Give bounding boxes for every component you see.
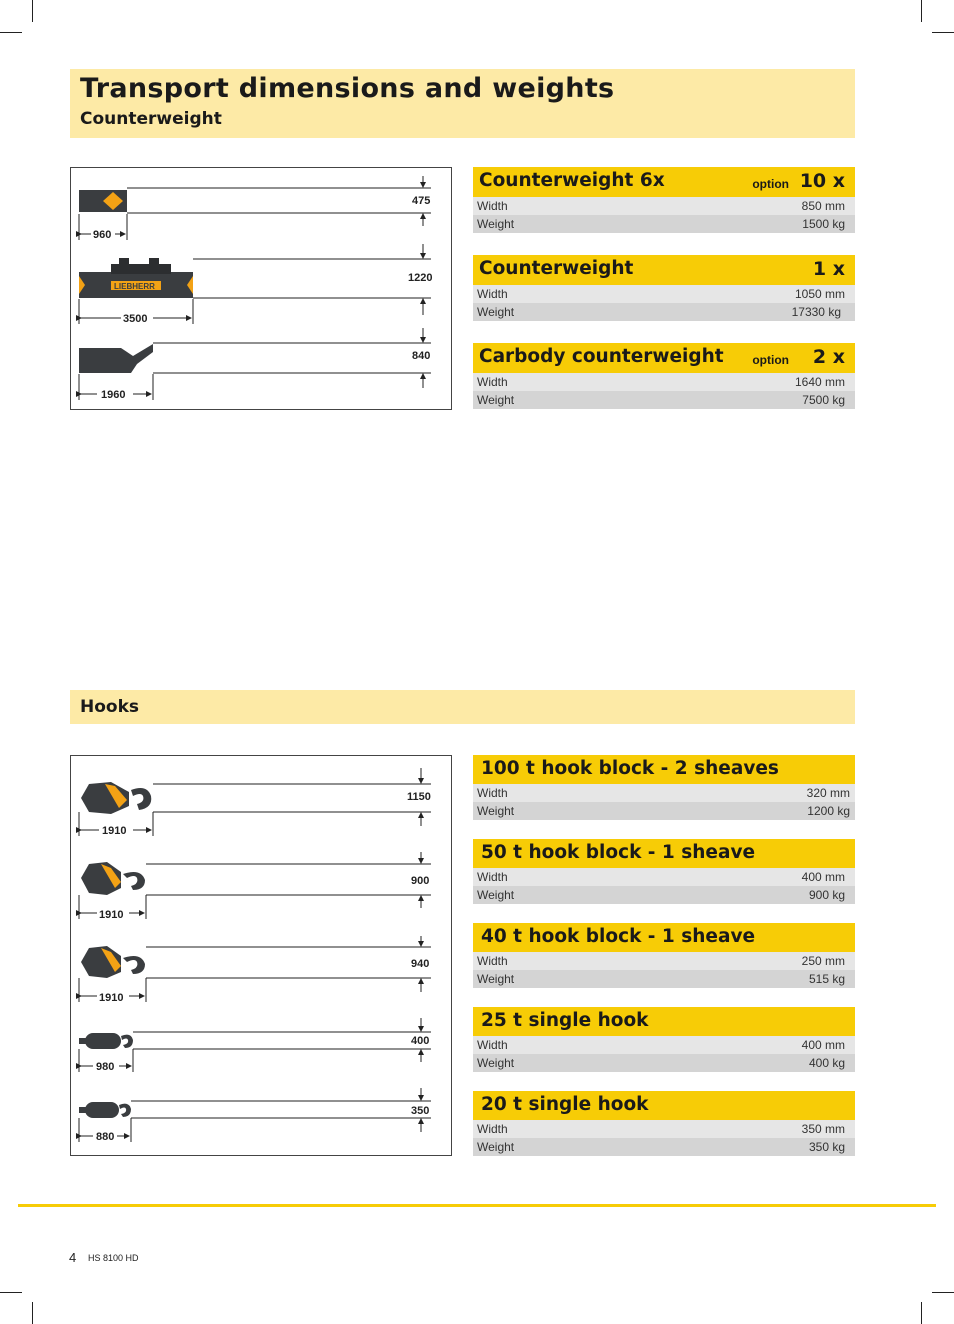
spec-header (473, 923, 855, 952)
carbody-width-label: 1960 (101, 389, 126, 401)
spec-counterweight-6x (473, 167, 855, 233)
hook-50t-height-label: 900 (411, 875, 430, 887)
option-label: option (752, 353, 789, 367)
spec-header (473, 343, 855, 373)
spec-hook-40t (473, 923, 855, 988)
row-value: 515 kg (808, 972, 845, 986)
hook-50t-drawing (79, 852, 431, 921)
crop-mark (932, 32, 954, 33)
spec-row-width (473, 285, 855, 303)
model-name: HS 8100 HD (88, 1253, 139, 1263)
spec-row-weight (473, 802, 855, 820)
row-label: Weight (477, 217, 515, 231)
counterweight-6x-width-label: 960 (93, 229, 112, 241)
row-value: 7500 kg (802, 393, 845, 407)
spec-header (473, 1007, 855, 1036)
spec-hook-25t (473, 1007, 855, 1072)
spec-row-width (473, 197, 855, 215)
footer-rule (18, 1204, 936, 1207)
spec-title: 25 t single hook (481, 1010, 649, 1031)
spec-header (473, 255, 855, 285)
spec-title: Counterweight (479, 258, 634, 279)
hook-20t-drawing (79, 1088, 431, 1143)
row-label: Weight (477, 1056, 515, 1070)
row-label: Width (477, 1122, 508, 1136)
spec-hook-20t (473, 1091, 855, 1156)
hook-100t-height-label: 1150 (407, 791, 431, 803)
hook-25t-width-label: 980 (96, 1061, 115, 1073)
row-value: 400 mm (801, 1038, 845, 1052)
counterweight-6x-height-label: 475 (412, 195, 431, 207)
row-value: 17330 kg (791, 305, 841, 319)
section-title-hooks: Hooks (80, 697, 140, 717)
spec-title: 100 t hook block - 2 sheaves (481, 758, 779, 779)
spec-header (473, 167, 855, 197)
spec-row-width (473, 373, 855, 391)
row-label: Width (477, 954, 508, 968)
hooks-figure (70, 755, 452, 1156)
title-banner (70, 69, 855, 138)
spec-hook-50t (473, 839, 855, 904)
spec-row-weight (473, 886, 855, 904)
carbody-height-label: 840 (412, 350, 431, 362)
spec-row-width (473, 784, 855, 802)
counterweight-height-label: 1220 (408, 272, 433, 284)
row-label: Width (477, 199, 508, 213)
row-value: 400 mm (801, 870, 845, 884)
crop-mark (0, 1292, 22, 1293)
row-label: Width (477, 287, 508, 301)
row-label: Weight (477, 305, 515, 319)
counterweight-drawing-main (79, 244, 432, 325)
quantity-label: 10 x (799, 170, 845, 192)
spec-title: 40 t hook block - 1 sheave (481, 926, 756, 947)
row-label: Width (477, 375, 508, 389)
row-label: Weight (477, 393, 515, 407)
section-subtitle-counterweight: Counterweight (80, 109, 222, 129)
spec-header (473, 839, 855, 868)
spec-title: 50 t hook block - 1 sheave (481, 842, 756, 863)
counterweight-width-label: 3500 (123, 313, 148, 325)
counterweight-drawing (71, 168, 451, 409)
hook-40t-width-label: 1910 (99, 992, 124, 1004)
quantity-label: 2 x (812, 346, 845, 368)
row-value: 1200 kg (807, 804, 850, 818)
row-label: Weight (477, 1140, 515, 1154)
spec-title: 20 t single hook (481, 1094, 649, 1115)
spec-hook-100t (473, 755, 855, 820)
spec-header (473, 1091, 855, 1120)
row-label: Weight (477, 972, 515, 986)
spec-row-weight (473, 303, 855, 321)
row-value: 250 mm (801, 954, 845, 968)
spec-row-weight (473, 970, 855, 988)
spec-title: Carbody counterweight (479, 346, 724, 367)
row-label: Weight (477, 888, 515, 902)
spec-row-width (473, 1036, 855, 1054)
row-value: 1640 mm (794, 375, 845, 389)
spec-row-weight (473, 1054, 855, 1072)
row-value: 1500 kg (802, 217, 845, 231)
crop-mark (32, 0, 33, 22)
hook-40t-height-label: 940 (411, 958, 430, 970)
row-value: 1050 mm (794, 287, 845, 301)
spec-row-width (473, 868, 855, 886)
spec-row-weight (473, 1138, 855, 1156)
spec-row-weight (473, 215, 855, 233)
row-value: 350 kg (808, 1140, 845, 1154)
spec-row-width (473, 1120, 855, 1138)
hooks-drawing (71, 756, 451, 1155)
row-value: 900 kg (808, 888, 845, 902)
page-number: 4 (69, 1250, 77, 1265)
hook-40t-drawing (79, 936, 431, 1004)
hooks-banner (70, 690, 855, 724)
row-value: 850 mm (801, 199, 845, 213)
crop-mark (932, 1292, 954, 1293)
hook-25t-drawing (79, 1018, 431, 1073)
carbody-counterweight-drawing (79, 328, 431, 401)
crop-mark (921, 0, 922, 22)
hook-25t-height-label: 400 (411, 1035, 430, 1047)
spec-title: Counterweight 6x (479, 170, 665, 191)
hook-20t-width-label: 880 (96, 1131, 115, 1143)
liebherr-logo: LIEBHERR (114, 282, 155, 291)
row-label: Width (477, 1038, 508, 1052)
hook-100t-drawing (79, 768, 431, 837)
counterweight-6x-drawing (79, 176, 431, 241)
row-value: 320 mm (806, 786, 850, 800)
spec-header (473, 755, 855, 784)
crop-mark (0, 32, 22, 33)
spec-carbody-counterweight (473, 343, 855, 409)
quantity-label: 1 x (812, 258, 845, 280)
crop-mark (921, 1302, 922, 1324)
row-value: 350 mm (801, 1122, 845, 1136)
counterweight-figure (70, 167, 452, 410)
row-label: Width (477, 786, 508, 800)
hook-50t-width-label: 1910 (99, 909, 124, 921)
page-title: Transport dimensions and weights (80, 73, 615, 104)
hook-100t-width-label: 1910 (102, 825, 127, 837)
row-value: 400 kg (808, 1056, 845, 1070)
row-label: Width (477, 870, 508, 884)
spec-row-weight (473, 391, 855, 409)
hook-20t-height-label: 350 (411, 1105, 430, 1117)
option-label: option (752, 177, 789, 191)
spec-row-width (473, 952, 855, 970)
crop-mark (32, 1302, 33, 1324)
row-label: Weight (477, 804, 515, 818)
spec-counterweight (473, 255, 855, 321)
